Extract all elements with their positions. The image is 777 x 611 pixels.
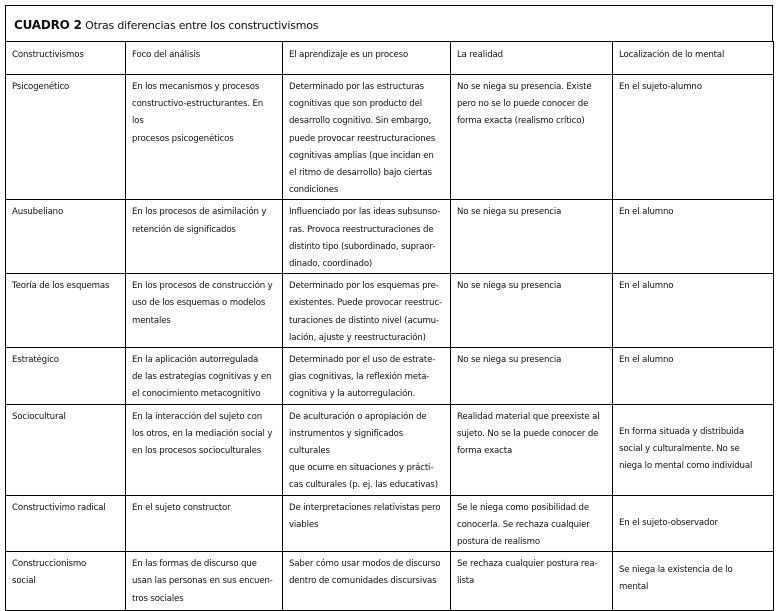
table-cell: Constructivimo radical bbox=[6, 495, 126, 552]
table-row bbox=[6, 495, 774, 552]
column-header: Localización de lo mental bbox=[613, 42, 774, 75]
table-cell: Se le niega como posibilidad de conocerla. Se rechaza cualquier postura de realismo bbox=[451, 495, 613, 552]
table-cell: En el alumno bbox=[613, 200, 774, 274]
table-cell: Psicogenético bbox=[6, 75, 126, 200]
table-cell: Saber cómo usar modos de discurso dentro de comunidades discursivas bbox=[283, 552, 451, 611]
table-cell: No se niega su presencia bbox=[451, 348, 613, 405]
table-cell: Realidad material que preexiste al sujeto. No se la puede conocer de forma exacta bbox=[451, 404, 613, 495]
table-cell: En la interacción del sujeto con los otros, en la mediación social y en los procesos socioculturales bbox=[126, 404, 283, 495]
table-row bbox=[6, 200, 774, 274]
table-cell: De aculturación o apropiación de instrumentos y significados culturales que ocurre en situaciones y prácti- cas culturales (p. ej. las educativas) bbox=[283, 404, 451, 495]
table-number: CUADRO 2 bbox=[14, 18, 82, 32]
table-cell: Se niega la existencia de lo mental bbox=[613, 552, 774, 611]
table-caption-box bbox=[5, 5, 773, 41]
table-cell: En el alumno bbox=[613, 274, 774, 348]
table-cell: No se niega su presencia bbox=[451, 200, 613, 274]
table-cell: Sociocultural bbox=[6, 404, 126, 495]
table-cell: En el sujeto-observador bbox=[613, 495, 774, 552]
table-cell: Determinado por los esquemas pre- existentes. Puede provocar reestruc- turaciones de distinto nivel (acumu- lación, ajuste y reestructuración) bbox=[283, 274, 451, 348]
table-cell: Influenciado por las ideas subsunso- ras. Provoca reestructuraciones de distinto tipo (subordinado, supraor- dinado, coordinado) bbox=[283, 200, 451, 274]
table-cell: Construccionismo social bbox=[6, 552, 126, 611]
table-cell: Se rechaza cualquier postura rea- lista bbox=[451, 552, 613, 611]
table-title-text: Otras diferencias entre los constructivismos bbox=[85, 19, 319, 32]
table-cell: En el alumno bbox=[613, 348, 774, 405]
table-header-row bbox=[6, 42, 774, 75]
comparison-table bbox=[5, 41, 774, 611]
column-header: Constructivismos bbox=[6, 42, 126, 75]
table-cell: De interpretaciones relativistas pero viables bbox=[283, 495, 451, 552]
table-row bbox=[6, 552, 774, 611]
table-cell: En el sujeto-alumno bbox=[613, 75, 774, 200]
table-cell: Estratégico bbox=[6, 348, 126, 405]
table-cell: En los mecanismos y procesos constructivo-estructurantes. En los procesos psicogenéticos bbox=[126, 75, 283, 200]
table-row bbox=[6, 75, 774, 200]
column-header: El aprendizaje es un proceso bbox=[283, 42, 451, 75]
table-cell: En el sujeto constructor bbox=[126, 495, 283, 552]
table-cell: En la aplicación autorregulada de las estrategias cognitivas y en el conocimiento metacognitivo bbox=[126, 348, 283, 405]
table-title bbox=[14, 18, 318, 32]
column-header: Foco del análisis bbox=[126, 42, 283, 75]
table-row bbox=[6, 274, 774, 348]
table-cell: En los procesos de construcción y uso de los esquemas o modelos mentales bbox=[126, 274, 283, 348]
table-row bbox=[6, 348, 774, 405]
table-cell: Determinado por el uso de estrate- gias cognitivas, la reflexión meta- cognitiva y la autorregulación. bbox=[283, 348, 451, 405]
table-cell: En forma situada y distribuida social y culturalmente. No se niega lo mental como individual bbox=[613, 404, 774, 495]
table-cell: Determinado por las estructuras cognitivas que son producto del desarrollo cognitivo. Sin embargo, puede provocar reestructuraciones cognitivas amplias (que incidan en el ritmo de desarrollo) bajo ciertas condiciones bbox=[283, 75, 451, 200]
table-row bbox=[6, 404, 774, 495]
table-cell: No se niega su presencia bbox=[451, 274, 613, 348]
table-cell: En las formas de discurso que usan las personas en sus encuen- tros sociales bbox=[126, 552, 283, 611]
table-cell: En los procesos de asimilación y retención de significados bbox=[126, 200, 283, 274]
table-cell: Ausubeliano bbox=[6, 200, 126, 274]
table-cell: Teoría de los esquemas bbox=[6, 274, 126, 348]
table-cell: No se niega su presencia. Existe pero no se lo puede conocer de forma exacta (realismo crítico) bbox=[451, 75, 613, 200]
column-header: La realidad bbox=[451, 42, 613, 75]
